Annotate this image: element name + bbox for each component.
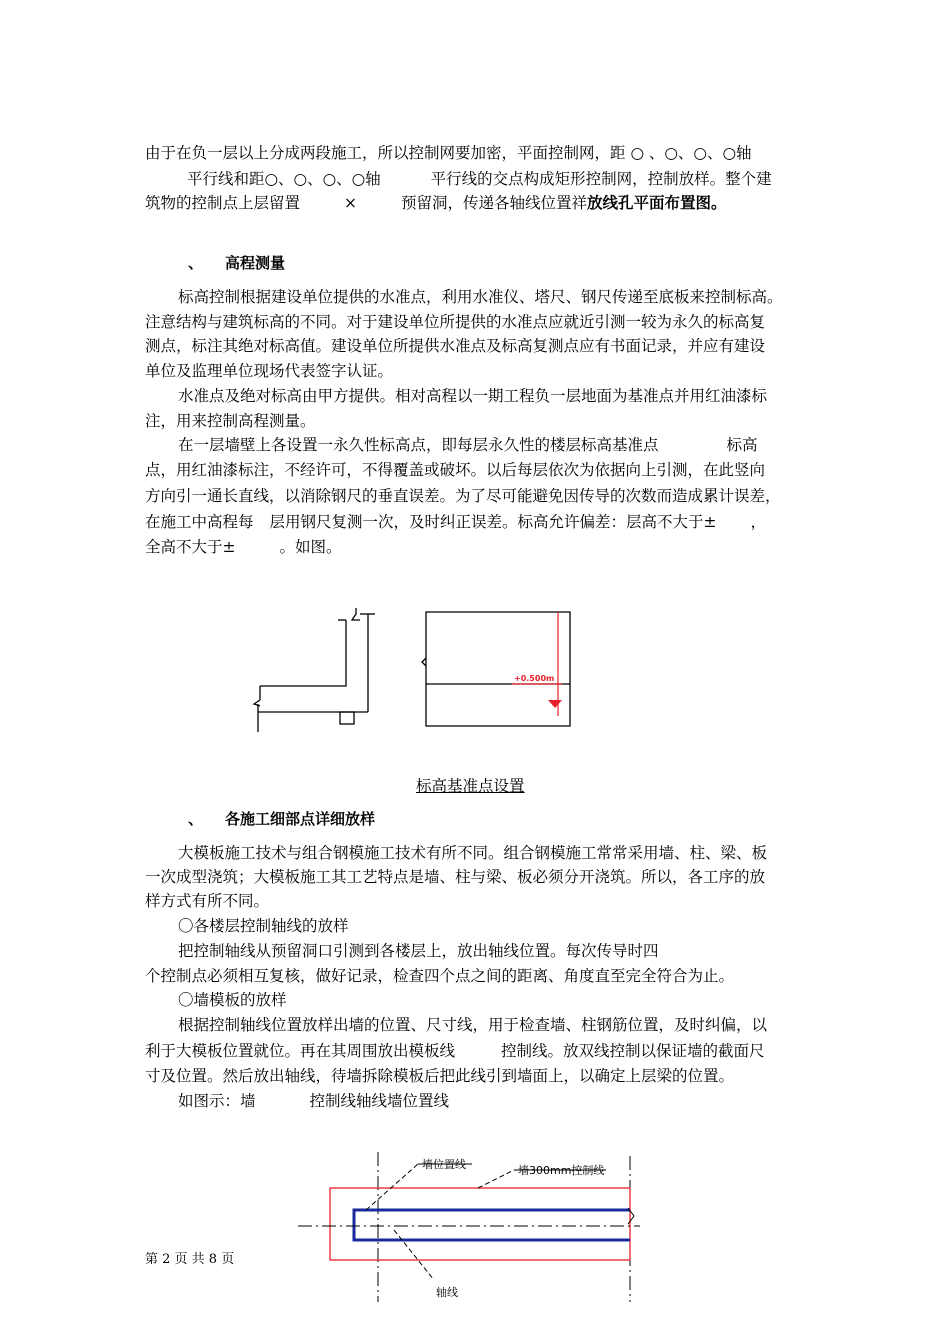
paragraph-line: 利于大模板位置就位。再在其周围放出模板线 控制线。放双线控制以保证墙的截面尺 [145,1042,765,1060]
paragraph-line: 一次成型浇筑；大模板施工其工艺特点是墙、柱与梁、板必须分开浇筑。所以，各工序的放 [145,868,766,886]
paragraph-line: 注意结构与建筑标高的不同。对于建设单位所提供的水准点应就近引测一较为永久的标高复 [145,313,766,331]
list-item: 〇各楼层控制轴线的放样 [178,917,349,935]
wall-outline [354,1210,630,1240]
paragraph-line: 把控制轴线从预留洞口引测到各楼层上，放出轴线位置。每次传导时四 [178,942,659,960]
section-heading: 、 高程测量 [188,254,286,272]
circle-bullet-icon: 〇 [178,991,194,1009]
paragraph-line: 大模板施工技术与组合钢模施工技术有所不同。组合钢模施工常常采用墙、柱、梁、板 [178,844,768,862]
wall-control-line-figure [290,1150,650,1310]
paragraph-line: 样方式有所不同。 [145,892,270,910]
circle-bullet-icon: 〇 [178,917,194,935]
axis-label: 轴线 [436,1286,458,1299]
elevation-label: +0.500m [514,674,555,683]
benchmark-marker [512,612,562,716]
section-heading: 、 各施工细部点详细放样 [188,810,376,828]
axis-circle-icon: ○、○、○、○ [264,170,366,188]
paragraph-line: 个控制点必须相互复核，做好记录，检查四个点之间的距离、角度直至完全符合为止。 [145,967,735,985]
paragraph-line: 水准点及绝对标高由甲方提供。相对高程以一期工程负一层地面为基准点并用红油漆标 [178,387,768,405]
paragraph-line: 根据控制轴线位置放样出墙的位置、尺寸线，用于检查墙、柱钢筋位置，及时纠偏，以 [178,1016,768,1034]
paragraph-line: 筑物的控制点上层留置 × 预留洞，传递各轴线位置祥放线孔平面布置图。 [145,193,727,212]
page-footer: 第 2 页 共 8 页 [145,1252,235,1267]
paragraph-line: 在施工中高程每 层用钢尺复测一次，及时纠正误差。标高允许偏差：层高不大于± ， [145,513,767,531]
paragraph-line: 单位及监理单位现场代表签字认证。 [145,362,394,380]
paragraph-line: 如图示：墙 控制线轴线墙位置线 [178,1092,450,1110]
paragraph-line: 方向引一通长直线，以消除钢尺的垂直误差。为了尽可能避免因传导的次数而造成累计误差， [145,487,781,505]
axis-circle-icon: ○ 、○、○、○ [625,144,736,162]
list-item: 〇墙模板的放样 [178,991,287,1009]
elevation-benchmark-figure [240,600,580,740]
paragraph-line: 测点，标注其绝对标高值。建设单位所提供水准点及标高复测点应有书面记录，并应有建设 [145,337,766,355]
control-line-rect [330,1188,630,1260]
wall-position-label: 墙位置线 [422,1158,466,1171]
control-line-label: 墙300mm控制线 [518,1164,605,1177]
paragraph-line: 注，用来控制高程测量。 [145,412,316,430]
paragraph-line: 全高不大于± 。如图。 [145,538,342,556]
paragraph-line: 由于在负一层以上分成两段施工，所以控制网要加密，平面控制网，距 ○ 、○、○、○轴 [145,144,752,162]
paragraph-line: 点，用红油漆标注，不经许可，不得覆盖或破坏。以后每层依次为依据向上引测，在此竖向 [145,461,766,479]
figure-caption: 标高基准点设置 [416,777,525,795]
paragraph-line: 标高控制根据建设单位提供的水准点，利用水准仪、塔尺、钢尺传递至底板来控制标高。 [178,288,783,306]
paragraph-line: 在一层墙壁上各设置一永久性标高点，即每层永久性的楼层标高基准点 标高 [178,436,758,454]
paragraph-line: 平行线和距○、○、○、○轴 平行线的交点构成矩形控制网，控制放样。整个建 [187,170,772,188]
paragraph-line: 寸及位置。然后放出轴线，待墙拆除模板后把此线引到墙面上，以确定上层梁的位置。 [145,1067,735,1085]
